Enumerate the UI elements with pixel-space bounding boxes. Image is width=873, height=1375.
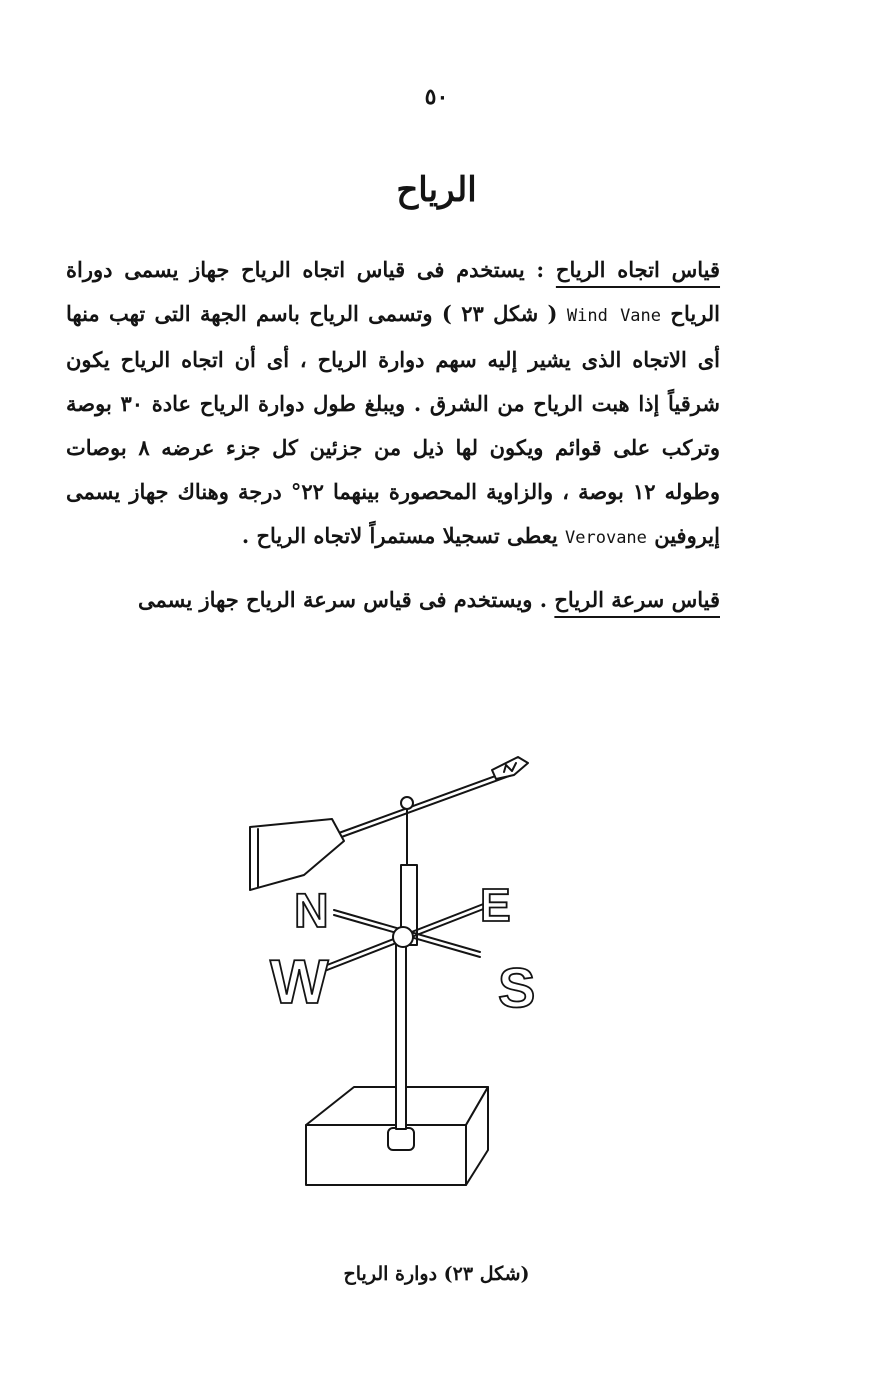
wind-speed-title: قياس سرعة الرياح <box>554 587 720 612</box>
arrow-shaft <box>336 770 512 834</box>
letter-n: N <box>294 885 329 938</box>
wind-vane-term: Wind Vane <box>566 306 662 326</box>
page-number: ٥٠ <box>424 84 449 110</box>
wind-direction-text-a: : يستخدم فى قياس اتجاه الرياح جهاز يسمى دوراة الرياح <box>66 257 721 326</box>
hub <box>393 927 413 947</box>
wind-speed-text: . ويستخدم فى قياس سرعة الرياح جهاز يسمى <box>137 587 548 612</box>
wind-speed-paragraph <box>66 580 720 620</box>
tail-fin <box>250 819 344 890</box>
wind-vane-illustration <box>236 745 556 1210</box>
main-pole <box>396 943 406 1129</box>
wind-direction-text-b: ( شكل ٢٣ ) وتسمى الرياح باسم الجهة التى تهب منها أى الاتجاه الذى يشير إليه سهم دوارة الرياح ، أى أن اتجاه الرياح يكون شرقياً إذا هبت الرياح من الشرق . ويبلغ طول دوارة الرياح عادة ٣٠ بوصة وتركب على قوائم ويكون لها ذيل من جزئين كل جزء عرضه ٨ بوصات وطوله ١٢ بوصة ، والزاوية المحصورة بينهما ٢٢° درجة وهناك جهاز يسمى إيروفين <box>66 301 720 548</box>
figure-caption: (شكل ٢٣) دوارة الرياح <box>343 1263 530 1285</box>
wind-direction-title: قياس اتجاه الرياح <box>555 257 721 282</box>
wind-direction-text-c: يعطى تسجيلا مستمراً لاتجاه الرياح . <box>241 523 558 548</box>
wind-direction-paragraph <box>66 248 720 560</box>
letter-w: W <box>270 948 329 1017</box>
pole-collar <box>388 1128 414 1150</box>
verovane-term: Verovane <box>565 528 647 548</box>
letter-s: S <box>498 956 536 1019</box>
letter-e: E <box>480 879 511 931</box>
top-pivot <box>401 797 413 809</box>
page-heading: الرياح <box>396 170 477 210</box>
